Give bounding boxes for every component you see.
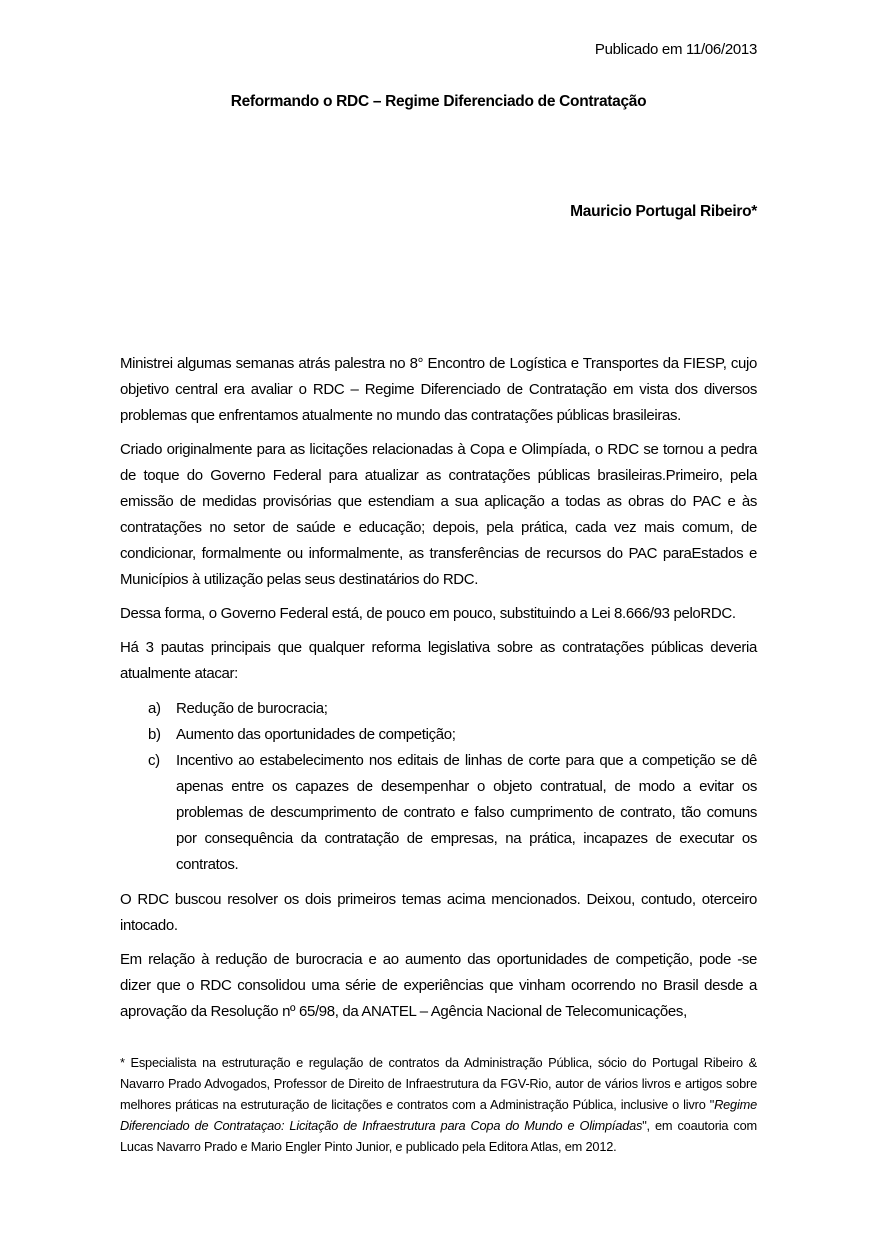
footnote-text-before: * Especialista na estruturação e regulação de contratos da Administração Pública, sócio do Portugal Ribeiro & Navarro Prado Advogados, Professor de Direito de Infraestrutura da FGV-Rio, autor de vários livros e artigos sobre melhores práticas na estruturação de licitações e contratos com a Administração Pública, inclusive o livro " [120, 1055, 757, 1112]
paragraph-1: Ministrei algumas semanas atrás palestra no 8° Encontro de Logística e Transportes da FIESP, cujo objetivo central era avaliar o RDC – Regime Diferenciado de Contratação em vista dos diversos problemas que enfrentamos atualmente no mundo das contratações públicas brasileiras. [120, 355, 757, 424]
list-item-b [148, 722, 757, 748]
list-text-c: Incentivo ao estabelecimento nos editais de linhas de corte para que a competição se dê apenas entre os capazes de desempenhar o objeto contratual, de modo a evitar os problemas de descumprimento de contrato e falso cumprimento de contrato, tão comuns por consequência da contratação de empresas, na prática, incapazes de executar os contratos. [176, 752, 757, 873]
published-date: Publicado em 11/06/2013 [594, 41, 757, 58]
paragraph-6: Em relação à redução de burocracia e ao aumento das oportunidades de competição, pode -se dizer que o RDC consolidou uma série de experiências que vinham ocorrendo no Brasil desde a aprovação da Resolução nº 65/98, da ANATEL – Agência Nacional de Telecomunicações, [120, 951, 757, 1020]
list-marker-c: c) [148, 752, 160, 769]
list-text-a: Redução de burocracia; [176, 700, 328, 717]
lettered-list [148, 696, 757, 878]
list-item-c [148, 748, 757, 878]
author-byline: Mauricio Portugal Ribeiro* [570, 203, 757, 220]
paragraph-3: Dessa forma, o Governo Federal está, de pouco em pouco, substituindo a Lei 8.666/93 peloRDC. [120, 605, 736, 622]
document-body [120, 351, 757, 1033]
list-marker-b: b) [148, 726, 161, 743]
footnote-text-after: ", em coautoria com Lucas Navarro Prado e Mario Engler Pinto Junior, e publicado pela Editora Atlas, em 2012. [120, 1118, 757, 1154]
list-marker-a: a) [148, 700, 161, 717]
footnote [120, 1052, 757, 1157]
paragraph-2: Criado originalmente para as licitações relacionadas à Copa e Olimpíada, o RDC se tornou a pedra de toque do Governo Federal para atualizar as contratações públicas brasileiras.Primeiro, pela emissão de medidas provisórias que estendiam a sua aplicação a todas as obras do PAC e às contratações no setor de saúde e educação; depois, pela prática, cada vez mais comum, de condicionar, formalmente ou informalmente, as transferências de recursos do PAC paraEstados e Municípios à utilização pelas seus destinatários do RDC. [120, 441, 757, 588]
paragraph-5: O RDC buscou resolver os dois primeiros temas acima mencionados. Deixou, contudo, oterceiro intocado. [120, 891, 757, 934]
paragraph-4: Há 3 pautas principais que qualquer reforma legislativa sobre as contratações públicas deveria atualmente atacar: [120, 639, 757, 682]
document-title: Reformando o RDC – Regime Diferenciado de Contratação [230, 93, 647, 110]
list-item-a [148, 696, 757, 722]
footnote-book-title: Regime Diferenciado de Contrataçao: Licitação de Infraestrutura para Copa do Mundo e Olimpíadas [120, 1097, 757, 1133]
list-text-b: Aumento das oportunidades de competição; [176, 726, 456, 743]
